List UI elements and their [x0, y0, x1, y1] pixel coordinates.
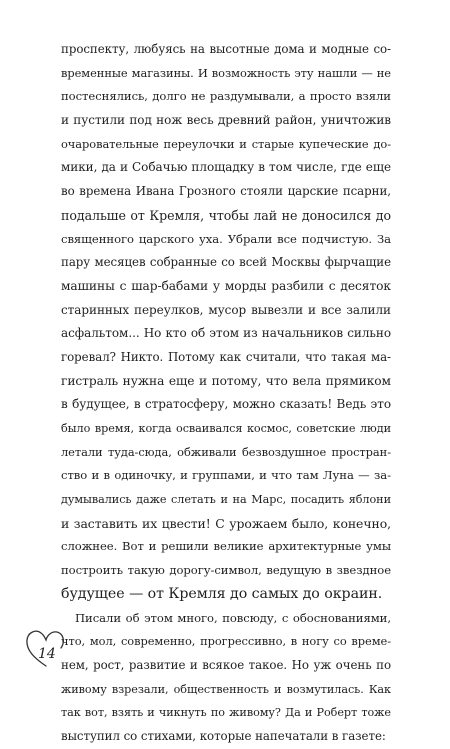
text-line: временные магазины. И возможность эту нашли — не: [61, 65, 391, 80]
folio: [24, 620, 68, 674]
text-line: проспекту, любуясь на высотные дома и модные со-: [61, 42, 391, 56]
text-line: горевал? Никто. Потому как считали, что такая ма-: [61, 349, 391, 364]
text-line: построить такую дорогу-символ, ведущую в звездное: [61, 563, 391, 578]
text-line: что, мол, современно, прогрессивно, в ногу со време-: [61, 634, 391, 649]
body-text: [61, 38, 391, 749]
text-line: пару месяцев собранные со всей Москвы фырчащие: [61, 255, 391, 270]
text-line: асфальтом... Но кто об этом из начальников сильно: [61, 326, 391, 341]
text-line: Писали об этом много, повсюду, с обоснованиями,: [75, 610, 391, 625]
text-line: священного царского уха. Убрали все подчистую. За: [61, 231, 391, 246]
text-line: мики, да и Собачью площадку в том числе, где еще: [61, 160, 391, 175]
text-line: летали туда-сюда, обживали безвоздушное простран-: [61, 444, 391, 459]
text-line: подальше от Кремля, чтобы лай не доносился до: [61, 207, 391, 223]
text-line: сложнее. Вот и решили великие архитектурные умы: [61, 539, 391, 554]
text-line: машины с шар-бабами у морды разбили с десяток: [61, 278, 391, 293]
text-line: так вот, взять и чикнуть по живому? Да и Роберт тоже: [61, 706, 391, 720]
text-line: нем, рост, развитие и всякое такое. Но уж очень по: [61, 657, 391, 672]
text-line: было время, когда осваивался космос, советские люди: [61, 422, 391, 435]
text-line: и заставить их цвести! С урожаем было, конечно,: [61, 515, 391, 531]
text-line: постеснялись, долго не раздумывали, а просто взяли: [61, 89, 391, 104]
page-number: 14: [38, 646, 56, 662]
text-line: старинных переулков, мусор вывезли и все залили: [61, 302, 391, 317]
text-line: ство и в одиночку, и группами, и что там Луна — за-: [61, 468, 391, 483]
text-line: очаровательные переулочки и старые купеческие до-: [61, 136, 391, 151]
text-line: живому взрезали, общественность и возмутилась. Как: [61, 682, 391, 696]
text-line: в будущее, в стратосферу, можно сказать! Ведь это: [61, 397, 391, 412]
text-line: гистраль нужна еще и потому, что вела прямиком: [61, 373, 391, 388]
text-line: думывались даже слетать и на Марс, посадить яблони: [61, 493, 391, 507]
text-line: и пустили под нож весь древний район, уничтожив: [61, 113, 391, 128]
text-line: выступил со стихами, которые напечатали в газете:: [61, 728, 386, 743]
text-line: во времена Ивана Грозного стояли царские псарни,: [61, 184, 391, 199]
text-line: будущее — от Кремля до самых до окраин.: [61, 585, 383, 602]
